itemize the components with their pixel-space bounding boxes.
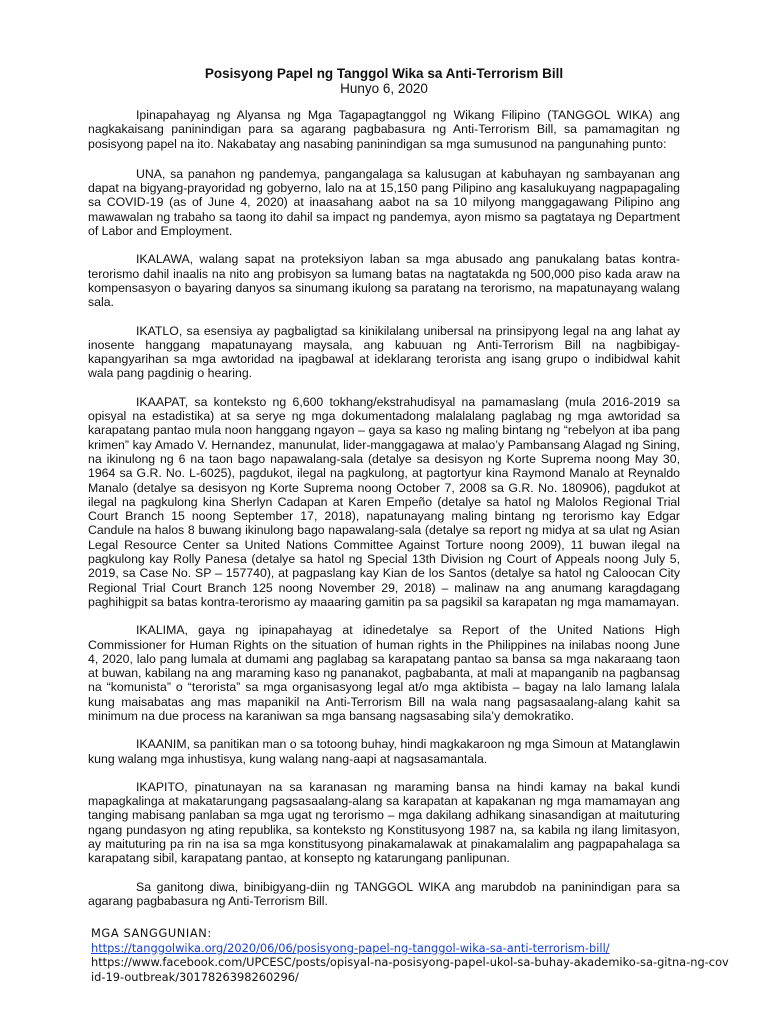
position-paper — [88, 66, 680, 922]
paragraph-ikaapat: IKAAPAT, sa konteksto ng 6,600 tokhang/ekstrahudisyal na pamamaslang (mula 2016-2019 sa opisyal na estadistika) at sa serye ng mga dokumentadong malalalang paglabag ng mga awtoridad sa karapatang pantao mula noon hanggang ngayon – gaya sa kaso ng maling bintang ng “rebelyon at iba pang krimen” kay Amado V. Hernandez, manunulat, lider-manggagawa at malao’y Pambansang Alagad ng Sining, na ikinulong ng 6 na taon bago napawalang-sala (detalye sa desisyon ng Korte Suprema noong May 30, 1964 sa G.R. No. L-6025), pagdukot, ilegal na pagkulong, at pagtortyur kina Raymond Manalo at Reynaldo Manalo (detalye sa desisyon ng Korte Suprema noong October 7, 2008 sa G.R. No. 180906), pagdukot at ilegal na pagkulong kina Sherlyn Cadapan at Karen Empeño (detalye sa hatol ng Malolos Regional Trial Court Branch 15 noong September 17, 2018), napatunayang maling bintang ng terorismo kay Edgar Candule na halos 8 buwang ikinulong bago napawalang-sala (detalye sa report ng midya at sa ulat ng Asian Legal Resource Center sa United Nations Committee Against Torture noong 2009), 11 buwan ilegal na pagkulong kay Rolly Panesa (detalye sa hatol ng Special 13th Division ng Court of Appeals noong July 5, 2019, sa Case No. SP – 157740), at pagpaslang kay Kian de los Santos (detalye sa hatol ng Caloocan City Regional Trial Court Branch 125 noong November 29, 2018) – malinaw na ang anumang karagdagang paghihigpit sa batas kontra-terorismo ay maaaring gamitin pa sa pagsikil sa karapatan ng mga mamamayan. — [88, 394, 680, 609]
paragraph-ikapito: IKAPITO, pinatunayan na sa karanasan ng maraming bansa na hindi kamay na bakal kundi mapagkalinga at makatarungang pagsasaalang-alang sa karapatan at kapakanan ng mga mamamayan ang tanging mabisang panlaban sa mga ugat ng terorismo – mga dakilang adhikang sinasandigan at maituturing ngang pundasyon ng ating republika, sa konteksto ng Konstitusyong 1987 na, sa kabila ng ilang limitasyon, ay maituturing pa rin na isa sa mga konstitusyong pinakamalawak at pinakamalalim ang pagpapahalaga sa karapatang sibil, karapatang pantao, at konsepto ng katarungang panlipunan. — [88, 779, 680, 866]
document-title: Posisyong Papel ng Tanggol Wika sa Anti-Terrorism Bill — [204, 66, 564, 81]
paragraph-ikatlo: IKATLO, sa esensiya ay pagbaligtad sa kinikilalang unibersal na prinsipyong legal na ang lahat ay inosente hanggang mapatunayang maysala, ang kabuuan ng Anti-Terrorism Bill na nagbibigay-kapangyarihan sa mga awtoridad na ipagbawal at ideklarang terorista ang isang grupo o indibidwal kahit wala pang pagdinig o hearing. — [88, 323, 680, 381]
reference-facebook: https://www.facebook.com/UPCESC/posts/opisyal-na-posisyong-papel-ukol-sa-buhay-akademiko-sa-gitna-ng-covid-19-outbreak/3017826398260296/ — [91, 955, 729, 985]
document-date: Hunyo 6, 2020 — [340, 81, 428, 96]
reference-link-tanggolwika[interactable]: https://tanggolwika.org/2020/06/06/posisyong-papel-ng-tanggol-wika-sa-anti-terrorism-bill/ — [91, 940, 610, 955]
paragraph-ikalawa: IKALAWA, walang sapat na proteksiyon laban sa mga abusado ang panukalang batas kontra-terorismo dahil inaalis na nito ang probisyon sa lumang batas na nagtatakda ng 500,000 piso kada araw na kompensasyon o bayaring danyos sa sinumang ikulong sa paratang na terorismo, na mapatunayang walang sala. — [88, 252, 680, 310]
references-heading: MGA SANGGUNIAN: — [91, 926, 212, 940]
references-section — [91, 926, 731, 985]
paragraph-una: UNA, sa panahon ng pandemya, pangangalaga sa kalusugan at kabuhayan ng sambayanan ang dapat na bigyang-prayoridad ng gobyerno, lalo na at 15,150 pang Pilipino ang kasalukuyang nagpapagaling sa COVID-19 (as of June 4, 2020) at inaasahang aabot na sa 10 milyong manggagawang Pilipino ang mawawalan ng trabaho sa taong ito dahil sa impact ng pandemya, ayon mismo sa pagtataya ng Department of Labor and Employment. — [88, 166, 680, 239]
intro-paragraph: Ipinapahayag ng Alyansa ng Mga Tagapagtanggol ng Wikang Filipino (TANGGOL WIKA) ang nagkakaisang paninindigan para sa agarang pagbabasura ng Anti-Terrorism Bill, sa pamamagitan ng posisyong papel na ito. Nakabatay ang nasabing paninindigan sa mga sumusunod na pangunahing punto: — [88, 108, 680, 151]
paragraph-ikalima: IKALIMA, gaya ng ipinapahayag at idinedetalye sa Report of the United Nations High Commissioner for Human Rights on the situation of human rights in the Philippines na inilabas noong June 4, 2020, lalo pang lumala at dumami ang paglabag sa karapatang pantao sa bansa sa mga nakaraang taon at buwan, kabilang na ang maraming kaso ng pananakot, pagbabanta, at mali at mapanganib na pagbansag na “komunista” o “terorista” sa mga organisasyong legal at/o mga aktibista – bagay na lalo lamang lalala kung maisabatas ang mas mapanikil na Anti-Terrorism Bill na wala nang pagsasaalang-alang kahit sa minimum na due process na karaniwan sa mga bansang nagsasabing sila’y demokratiko. — [88, 623, 680, 723]
closing-paragraph: Sa ganitong diwa, binibigyang-diin ng TANGGOL WIKA ang marubdob na paninindigan para sa agarang pagbabasura ng Anti-Terrorism Bill. — [88, 879, 680, 908]
paragraph-ikaanim: IKAANIM, sa panitikan man o sa totoong buhay, hindi magkakaroon ng mga Simoun at Matanglawin kung walang mga inhustisya, kung walang nang-aapi at nagsasamantala. — [88, 737, 680, 766]
